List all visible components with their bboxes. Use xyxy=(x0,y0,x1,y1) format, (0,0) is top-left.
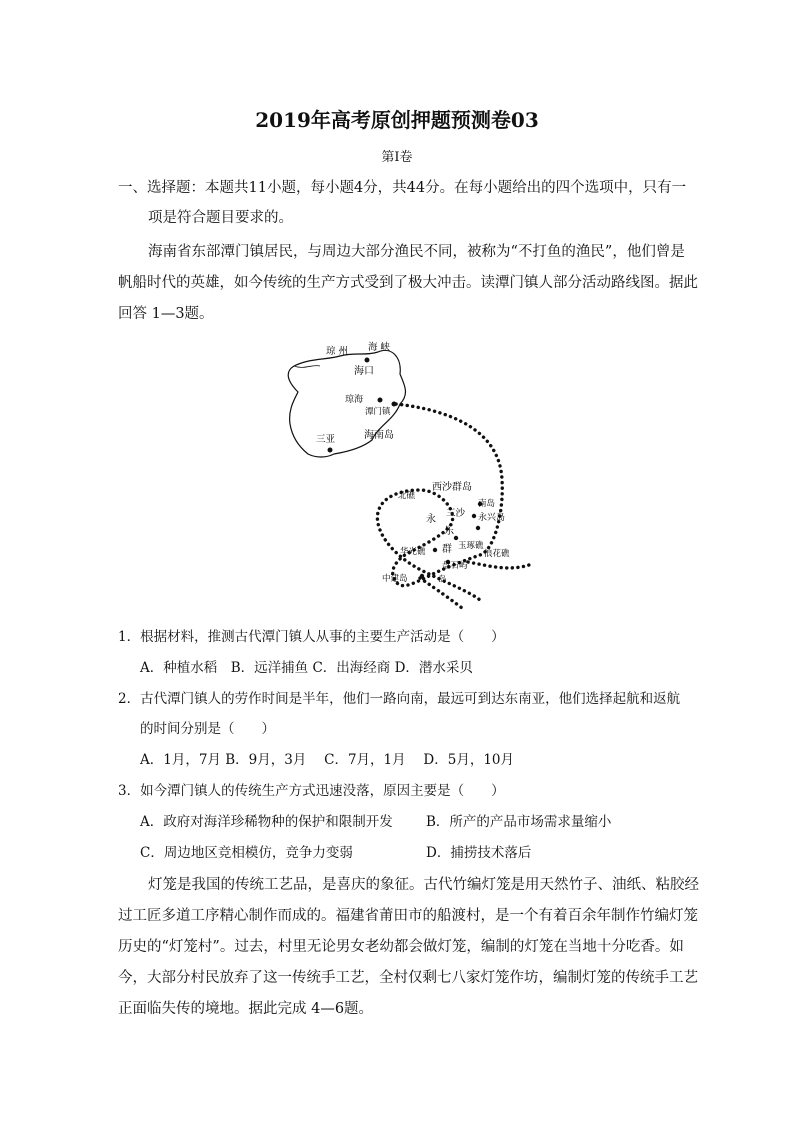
page-title: 2019年高考原创押题预测卷03 xyxy=(255,108,539,132)
volume-label: 第Ⅰ卷 xyxy=(381,150,413,165)
passage2-line4: 今，大部分村民放弃了这一传统手工艺，全村仅剩七八家灯笼作坊，编制灯笼的传统手工艺 xyxy=(118,970,698,986)
langhua-route xyxy=(468,562,532,568)
map-label-dao: 岛 xyxy=(438,575,447,585)
question-3-option-a: A．政府对海洋珍稀物种的保护和限制开发 xyxy=(140,814,393,830)
passage1-line2: 帆船时代的英雄，如今传统的生产方式受到了极大冲击。读潭门镇人部分活动路线图。据此 xyxy=(118,275,698,291)
map-label-qiongzhou: 琼 州 xyxy=(326,346,349,357)
map-label-yongxing: 永兴岛 xyxy=(478,513,506,523)
question-2-stem: 2．古代潭门镇人的劳作时间是半年，他们一路向南，最远可到达东南亚，他们选择起航和返航 xyxy=(118,691,681,707)
question-3-option-b: B．所产的产品市场需求量缩小 xyxy=(426,814,612,830)
map-label-nandao: 南岛 xyxy=(478,499,496,509)
section-instructions-line2: 项是符合题目要求的。 xyxy=(148,210,293,226)
map-label-huaguang: 华光礁 xyxy=(400,547,426,557)
map-label-sansha: 三沙 xyxy=(446,508,466,519)
map-label-xisha: 西沙群岛 xyxy=(432,482,472,493)
question-1-options: A．种植水稻 B．远洋捕鱼 C．出海经商 D．潜水采贝 xyxy=(140,660,473,676)
qionghai-marker xyxy=(378,398,383,403)
map-label-sanya: 三亚 xyxy=(316,434,336,445)
map-label-le: 乐 xyxy=(444,526,454,537)
map-label-haixia: 海 峡 xyxy=(368,342,391,353)
map-label-langhua: 浪花礁 xyxy=(484,549,510,559)
passage1-line1: 海南省东部潭门镇居民，与周边大部分渔民不同，被称为“不打鱼的渔民”，他们曾是 xyxy=(148,244,685,260)
question-3-option-c: C．周边地区竞相模仿，竞争力变弱 xyxy=(140,845,353,861)
question-1-stem: 1．根据材料，推测古代潭门镇人从事的主要生产活动是（ ） xyxy=(118,629,505,645)
passage2-line5: 正面临失传的境地。据此完成 4—6题。 xyxy=(118,1001,374,1017)
sanya-marker xyxy=(328,448,333,453)
map-label-zhongjian: 中建岛 xyxy=(382,574,408,584)
passage1-line3: 回答 1—3题。 xyxy=(118,306,214,322)
map-label-haikou: 海口 xyxy=(354,366,374,377)
map-label-yong: 永 xyxy=(426,514,436,525)
map-label-yuzhuo: 玉琢礁 xyxy=(458,541,484,551)
map-label-tanmen: 潭门镇 xyxy=(365,407,391,417)
haikou-marker xyxy=(365,358,370,363)
question-2-options: A．1月，7月 B．9月，3月 C．7月，1月 D．5月，10月 xyxy=(140,752,514,768)
map-label-beijiao: 北礁 xyxy=(398,491,416,501)
map-label-hainan: 海南岛 xyxy=(364,430,394,441)
question-3-option-d: D．捕捞技术落后 xyxy=(426,845,532,861)
route-map-figure xyxy=(270,330,560,610)
passage2-line1: 灯笼是我国的传统工艺品，是喜庆的象征。古代竹编灯笼是用天然竹子、油纸、粘胶经 xyxy=(148,877,699,893)
passage2-line3: 历史的“灯笼村”。过去，村里无论男女老幼都会做灯笼，编制的灯笼在当地十分吃香。如 xyxy=(118,939,684,955)
passage2-line2: 过工匠多道工序精心制作而成的。福建省莆田市的船渡村，是一个有着百余年制作竹编灯笼 xyxy=(118,908,698,924)
map-label-panshi: 盘石屿 xyxy=(442,561,468,571)
question-3-stem: 3．如今潭门镇人的传统生产方式迅速没落，原因主要是（ ） xyxy=(118,783,505,799)
section-instructions-line1: 一、选择题：本题共11小题，每小题4分，共44分。在每小题给出的四个选项中，只有一 xyxy=(118,180,687,196)
map-label-qun: 群 xyxy=(442,544,452,555)
question-2-stem-cont: 的时间分别是（ ） xyxy=(140,721,275,737)
map-label-qionghai: 琼海 xyxy=(345,395,364,405)
